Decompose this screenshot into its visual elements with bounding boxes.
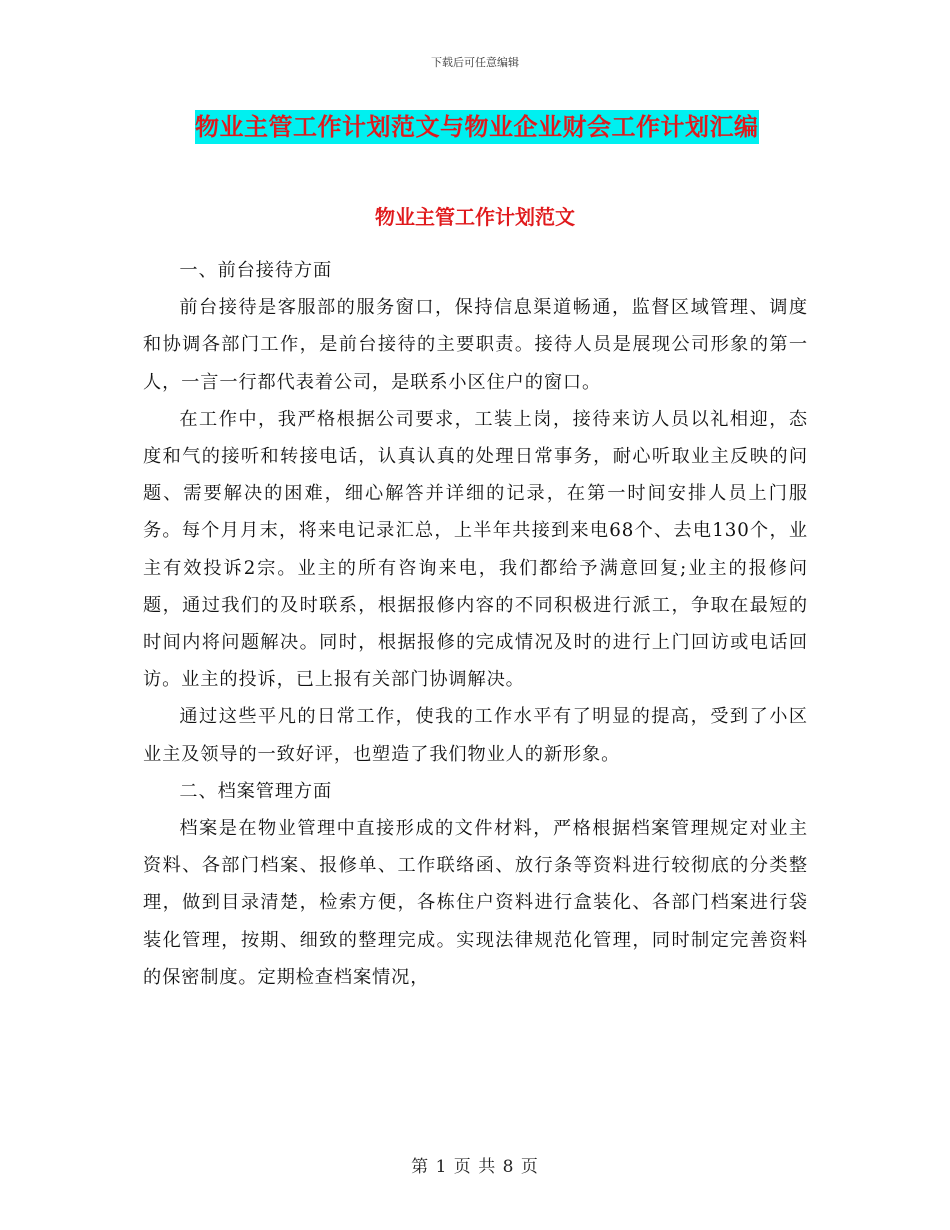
section-title: 物业主管工作计划范文: [375, 205, 575, 229]
paragraph: 前台接待是客服部的服务窗口，保持信息渠道畅通，监督区域管理、调度和协调各部门工作，是前台接待的主要职责。接待人员是展现公司形象的第一人，一言一行都代表着公司，是联系小区住户的窗口。: [143, 297, 808, 393]
header-note: 下载后可任意编辑: [431, 56, 519, 69]
page-number: 第 1 页 共 8 页: [411, 1157, 539, 1177]
paragraph-heading-reception: 一、前台接待方面: [179, 260, 333, 281]
paragraph: 在工作中，我严格根据公司要求，工装上岗，接待来访人员以礼相迎，态度和气的接听和转接电话，认真认真的处理日常事务，耐心听取业主反映的问题、需要解决的困难，细心解答并详细的记录，在第一时间安排人员上门服务。每个月月末，将来电记录汇总，上半年共接到来电68个、去电130个，业主有效投诉2宗。业主的所有咨询来电，我们都给予满意回复;业主的报修问题，通过我们的及时联系，根据报修内容的不同积极进行派工，争取在最短的时间内将问题解决。同时，根据报修的完成情况及时的进行上门回访或电话回访。业主的投诉，已上报有关部门协调解决。: [143, 408, 808, 691]
paragraph-heading-archives: 二、档案管理方面: [179, 780, 333, 802]
main-title: 物业主管工作计划范文与物业企业财会工作计划汇编: [195, 110, 759, 144]
paragraph: 档案是在物业管理中直接形成的文件材料，严格根据档案管理规定对业主资料、各部门档案、报修单、工作联络函、放行条等资料进行较彻底的分类整理，做到目录清楚，检索方便，各栋住户资料进行盒装化、各部门档案进行袋装化管理，按期、细致的整理完成。实现法律规范化管理，同时制定完善资料的保密制度。定期检查档案情况，: [143, 818, 808, 988]
document-body: [143, 252, 808, 996]
paragraph: 通过这些平凡的日常工作，使我的工作水平有了明显的提高，受到了小区业主及领导的一致好评，也塑造了我们物业人的新形象。: [143, 706, 808, 765]
